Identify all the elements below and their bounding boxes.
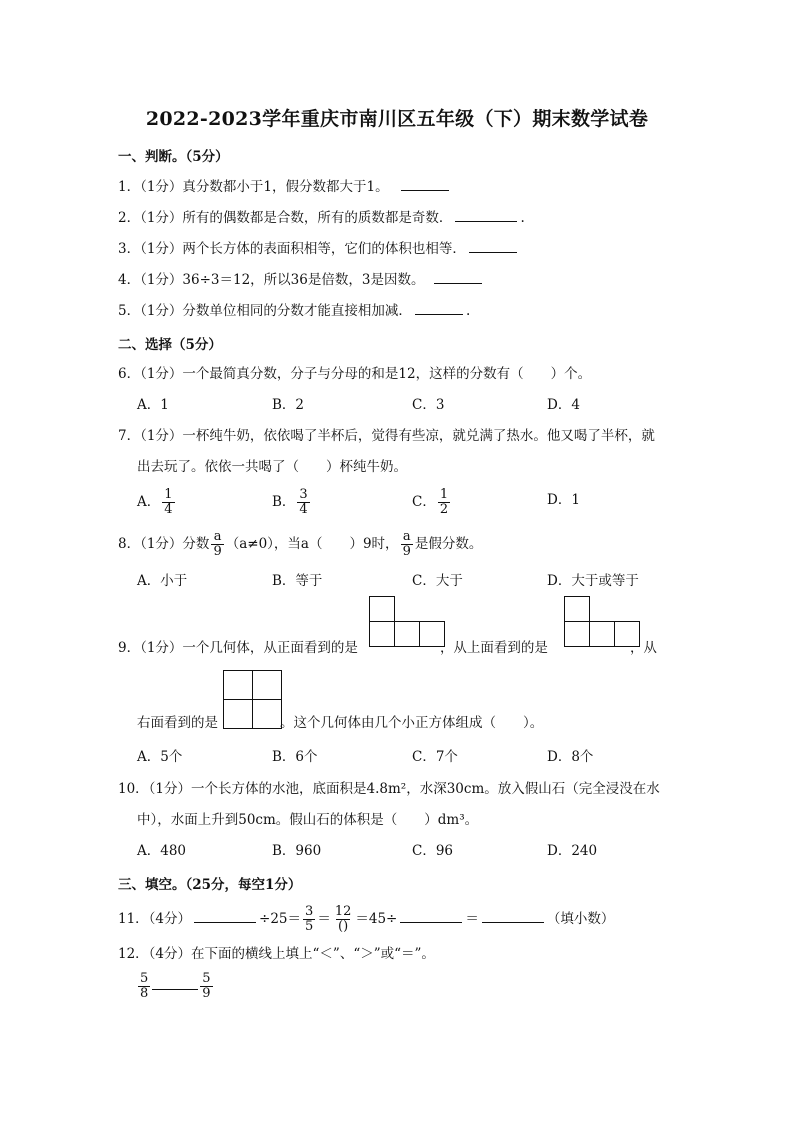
fraction (200, 972, 212, 1001)
question-text: ，从上面看到的是 (439, 640, 548, 656)
cube-square (564, 596, 590, 622)
option-c[interactable] (412, 488, 452, 517)
option-b[interactable] (272, 488, 312, 517)
question-text: 5．（1分）分数单位相同的分数才能直接相加减． (118, 303, 412, 319)
option-label: C． (412, 494, 436, 510)
option-c[interactable]: C．3 (412, 397, 445, 413)
cube-square (419, 621, 445, 647)
fraction (162, 488, 174, 517)
question-text: 8．（1分）分数 (118, 536, 210, 552)
question-11 (118, 905, 614, 934)
option-c[interactable]: C．大于 (412, 573, 463, 589)
question-3 (118, 238, 520, 259)
answer-blank[interactable] (482, 908, 544, 923)
option-c[interactable]: C．7个 (412, 749, 458, 765)
denominator: 9 (213, 544, 222, 559)
numerator: 3 (299, 487, 308, 502)
question-5: 5．（1分）分数单位相同的分数才能直接相加减． . (118, 300, 470, 321)
cube-square (614, 621, 640, 647)
answer-blank[interactable] (434, 269, 482, 284)
fraction (138, 972, 150, 1001)
question-text: 9．（1分）一个几何体，从正面看到的是 (118, 640, 358, 656)
question-text: 2．（1分）所有的偶数都是合数，所有的质数都是奇数． (118, 210, 453, 226)
question-text: ，从 (629, 640, 657, 656)
denominator: 8 (140, 986, 149, 1001)
fraction (438, 488, 450, 517)
option-b[interactable]: B．6个 (272, 749, 318, 765)
question-text: ÷25＝ (259, 911, 302, 927)
question-text: （a≠0），当a（ ）9时， (225, 536, 399, 552)
answer-blank[interactable] (152, 975, 198, 990)
denominator: 9 (202, 986, 211, 1001)
question-7-line1: 7．（1分）一杯纯牛奶，依依喝了半杯后，觉得有些凉，就兑满了热水。他又喝了半杯，就 (118, 428, 655, 444)
answer-blank[interactable] (469, 238, 517, 253)
option-a[interactable]: A．1 (137, 397, 169, 413)
question-10-line1: 10．（1分）一个长方体的水池，底面积是4.8m²，水深30cm。放入假山石（完全浸没在水 (118, 781, 660, 797)
denominator: 2 (439, 502, 449, 517)
option-c[interactable]: C．96 (412, 843, 454, 859)
question-text: 4．（1分）36÷3＝12，所以36是倍数，3是因数。 (118, 272, 425, 288)
option-a[interactable]: A．小于 (137, 573, 188, 589)
denominator: 4 (164, 502, 173, 517)
denominator-blank[interactable]: () (338, 919, 349, 934)
numerator: 5 (202, 971, 211, 986)
numerator: 1 (164, 487, 173, 502)
question-text: 右面看到的是 (137, 715, 218, 731)
numerator: a (402, 529, 411, 544)
question-text: 11．（4分） (118, 911, 192, 927)
cube-square (564, 621, 590, 647)
cube-square (252, 699, 282, 729)
option-b[interactable]: B．2 (272, 397, 305, 413)
fraction (303, 905, 315, 934)
question-text: 1．（1分）真分数都小于1，假分数都大于1。 (118, 179, 389, 195)
section-heading-choice: 二、选择（5分） (118, 337, 222, 353)
numerator: 3 (305, 904, 314, 919)
question-1 (118, 176, 452, 197)
numerator: a (213, 529, 222, 544)
page-title: 2022-2023学年重庆市南川区五年级（下）期末数学试卷 (145, 108, 649, 130)
cube-square (589, 621, 615, 647)
option-d[interactable]: D．8个 (547, 749, 594, 765)
fraction (333, 905, 354, 934)
answer-blank[interactable] (400, 908, 462, 923)
cube-square (223, 670, 253, 700)
cube-square (394, 621, 420, 647)
cube-square (252, 670, 282, 700)
option-b[interactable]: B．960 (272, 843, 322, 859)
question-6: 6．（1分）一个最简真分数，分子与分母的和是12，这样的分数有（ ）个。 (118, 366, 592, 382)
answer-blank[interactable] (415, 300, 463, 315)
cube-square (223, 699, 253, 729)
question-text: 3．（1分）两个长方体的表面积相等，它们的体积也相等． (118, 241, 466, 257)
question-10-line2: 中），水面上升到50cm。假山石的体积是（ ）dm³。 (137, 812, 479, 828)
cube-square (369, 621, 395, 647)
question-4 (118, 269, 485, 290)
option-a[interactable] (137, 488, 177, 517)
option-b[interactable]: B．等于 (272, 573, 323, 589)
answer-blank[interactable] (455, 207, 517, 222)
question-text: ＝ (465, 911, 479, 927)
denominator: 5 (305, 919, 314, 934)
question-9-line2 (137, 713, 543, 733)
option-d[interactable]: D．4 (547, 397, 580, 413)
question-text: 。这个几何体由几个小正方体组成（ ）。 (280, 715, 544, 731)
question-8 (118, 530, 482, 559)
fraction (211, 530, 223, 559)
option-d[interactable]: D．240 (547, 843, 598, 859)
numerator: 5 (140, 971, 149, 986)
option-label: A． (137, 494, 161, 510)
option-label: B． (272, 494, 296, 510)
question-text: ＝45÷ (355, 911, 398, 927)
option-a[interactable]: A．5个 (137, 749, 183, 765)
section-heading-judge: 一、判断。（5分） (118, 149, 229, 165)
section-heading-fill: 三、填空。（25分，每空1分） (118, 877, 302, 893)
numerator: 12 (334, 904, 352, 919)
question-12: 12．（4分）在下面的横线上填上“＜”、“＞”或“＝”。 (118, 946, 435, 962)
option-a[interactable]: A．480 (137, 843, 187, 859)
option-d[interactable]: D．大于或等于 (547, 573, 639, 589)
fraction (297, 488, 309, 517)
answer-blank[interactable] (194, 908, 256, 923)
question-12-compare (136, 972, 215, 1001)
answer-blank[interactable] (401, 176, 449, 191)
fraction (401, 530, 413, 559)
question-7-line2: 出去玩了。依依一共喝了（ ）杯纯牛奶。 (137, 459, 407, 475)
question-text: 是假分数。 (414, 536, 483, 552)
cube-square (369, 596, 395, 622)
question-2: 2．（1分）所有的偶数都是合数，所有的质数都是奇数． . (118, 207, 525, 228)
numerator: 1 (439, 487, 449, 502)
denominator: 9 (402, 544, 411, 559)
denominator: 4 (299, 502, 308, 517)
option-d[interactable]: D．1 (547, 492, 580, 508)
question-text: （填小数） (546, 911, 615, 927)
question-text: ＝ (317, 911, 331, 927)
